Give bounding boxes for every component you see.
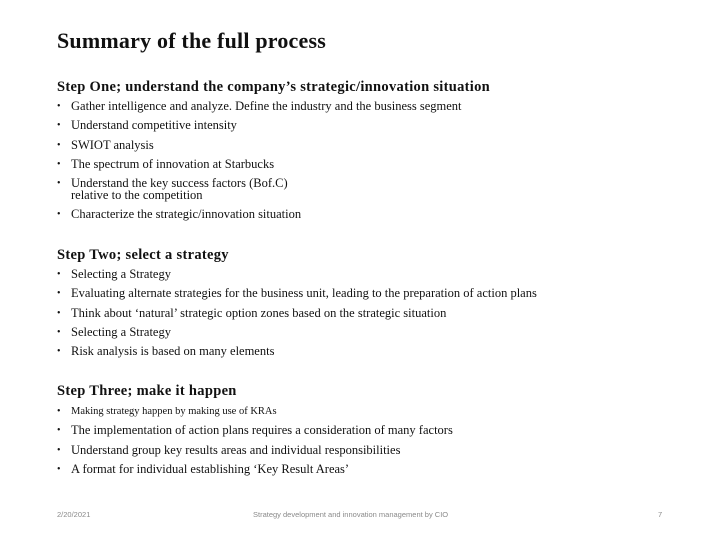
list-item: • Risk analysis is based on many elements [57,342,537,361]
list-item: • Understand competitive intensity [57,116,462,135]
footer-text: Strategy development and innovation management by CIO [253,510,449,519]
list-item: • Characterize the strategic/innovation situation [57,205,462,224]
list-item: • The spectrum of innovation at Starbucks [57,155,462,174]
slide-title: Summary of the full process [57,28,326,53]
list-item: • Gather intelligence and analyze. Define the industry and the business segment [57,97,462,116]
list-item: • Making strategy happen by making use of KRAs [57,402,453,421]
list-item: • Think about ‘natural’ strategic option zones based on the strategic situation [57,304,537,323]
list-item: • Understand the key success factors (Bof.C) relative to the competition [57,174,462,205]
section-heading-step-one: Step One; understand the company’s strategic/innovation situation [57,79,491,95]
bullet-list-step-three [57,402,453,479]
bullet-list-step-two [57,265,537,361]
list-item: • Evaluating alternate strategies for the business unit, leading to the preparation of action plans [57,284,537,303]
list-item: • A format for individual establishing ‘Key Result Areas’ [57,460,453,479]
footer-date: 2/20/2021 [57,510,91,519]
list-item: • The implementation of action plans requires a consideration of many factors [57,421,453,440]
section-heading-step-two: Step Two; select a strategy [57,247,229,263]
page-number: 7 [658,510,663,519]
section-heading-step-three: Step Three; make it happen [57,383,237,399]
bullet-list-step-one [57,97,462,225]
list-item: • Selecting a Strategy [57,323,537,342]
list-item: • Selecting a Strategy [57,265,537,284]
list-item: • Understand group key results areas and individual responsibilities [57,441,453,460]
list-item-continuation: relative to the competition [71,188,203,203]
list-item: • SWIOT analysis [57,136,462,155]
